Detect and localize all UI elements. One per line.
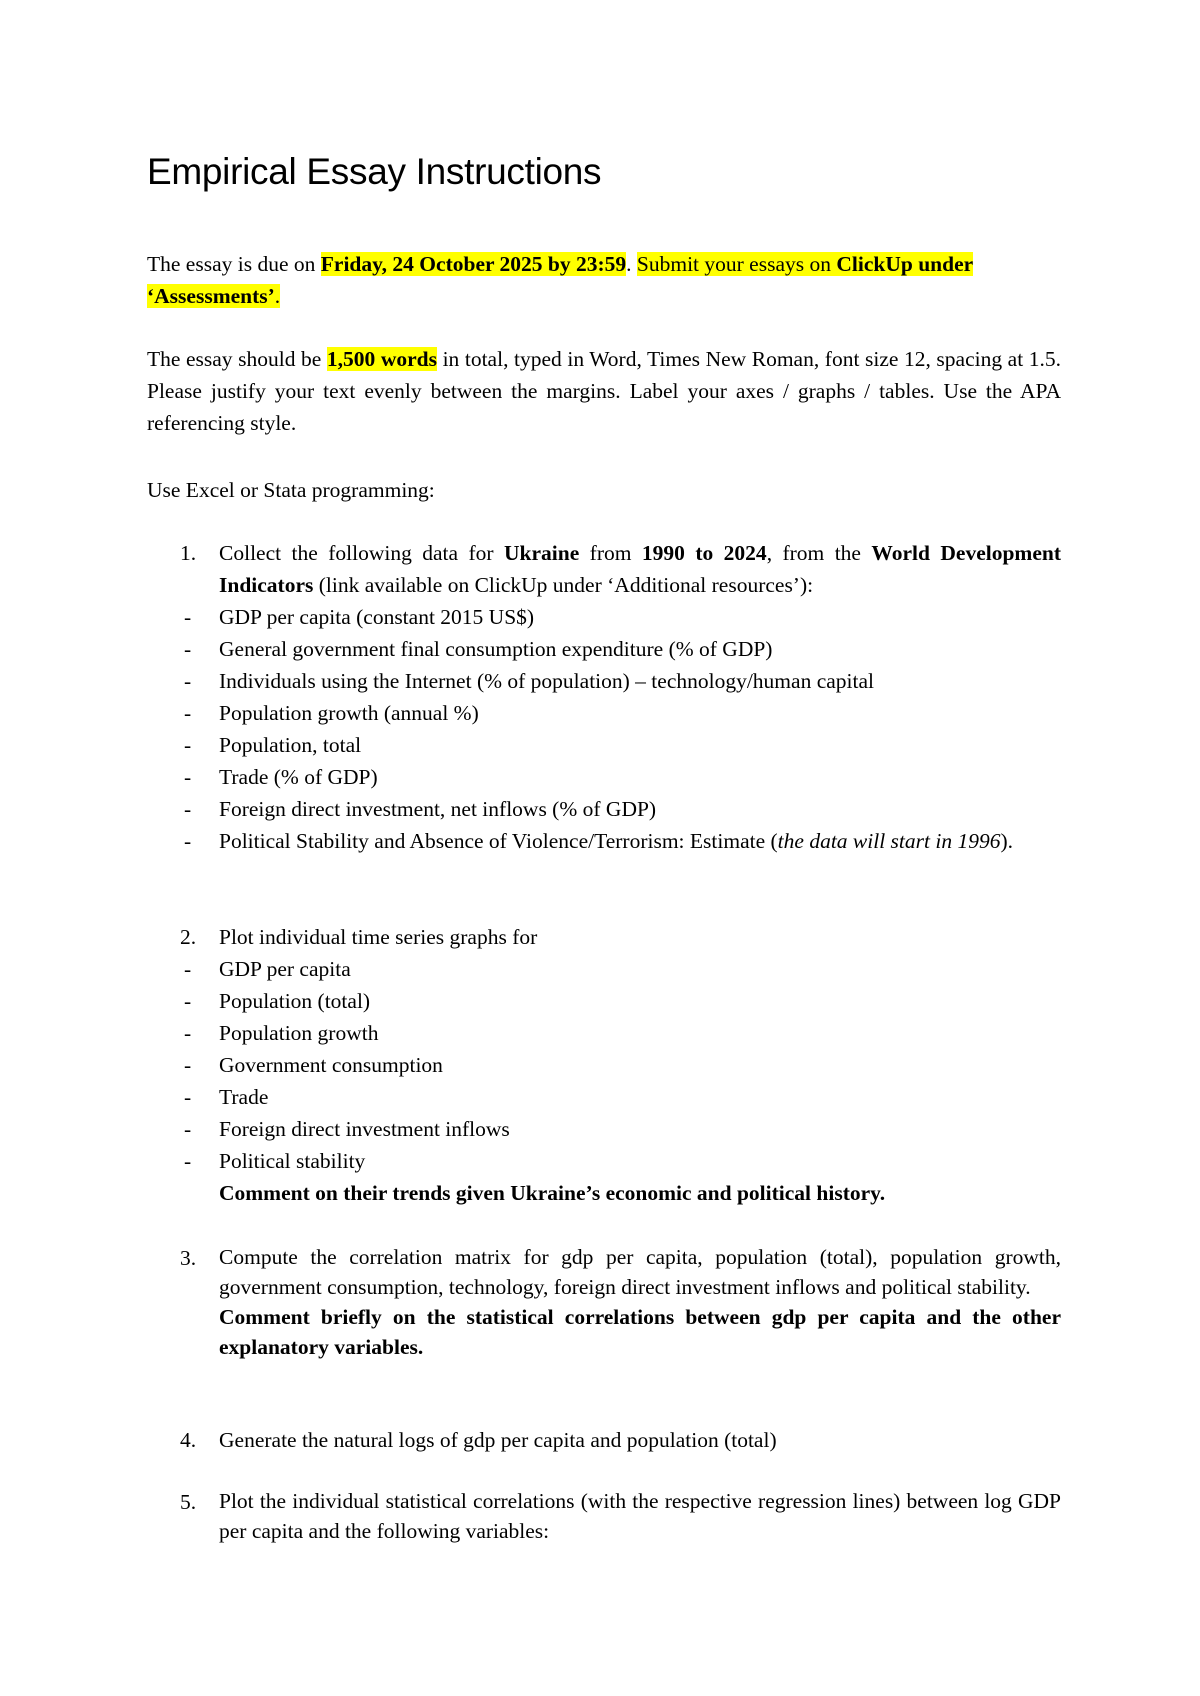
tools-line: Use Excel or Stata programming: (147, 478, 435, 502)
word-count: 1,500 words (326, 347, 437, 371)
list-item: - Government consumption (184, 1053, 443, 1077)
list-item: - Foreign direct investment, net inflows (% of GDP) (184, 797, 657, 821)
submit-platform: ClickUp under (836, 252, 974, 276)
list-item: - Trade (184, 1085, 269, 1109)
step-number: 1. (180, 541, 197, 565)
list-item: - Population growth (184, 1021, 379, 1045)
list-item: - Political Stability and Absence of Violence/Terrorism: Estimate (the data will start in 1996). (184, 829, 1013, 853)
list-item: - Population (total) (184, 989, 371, 1013)
due-date: Friday, 24 October 2025 by 23:59 (320, 252, 627, 276)
list-item: - GDP per capita (constant 2015 US$) (184, 605, 535, 629)
due-mid: . (626, 252, 637, 276)
step-3-comment: Comment briefly on the statistical correlations between gdp per capita and the other explanatory variables. (219, 1305, 1061, 1359)
list-item: - Population growth (annual %) (184, 701, 479, 725)
list-item: - General government final consumption expenditure (% of GDP) (184, 637, 773, 661)
list-item: - Foreign direct investment inflows (184, 1117, 510, 1141)
step-1-text: Collect the following data for Ukraine from 1990 to 2024, from the World Development Indicators (link available on ClickUp under ‘Additional resources’): (219, 541, 1062, 597)
list-item: - Individuals using the Internet (% of population) – technology/human capital (184, 669, 874, 693)
step-5: 5. Plot the individual statistical correlations (with the respective regression lines) between log GDP per capita and the following variables: (180, 1489, 1061, 1543)
length-paragraph: The essay should be 1,500 words in total, typed in Word, Times New Roman, font size 12, spacing at 1.5. Please justify your text evenly between the margins. Label your axes / graphs / tables. Use the APA referencing style. (147, 347, 1061, 435)
list-item: - GDP per capita (184, 957, 351, 981)
step-2: 2. Plot individual time series graphs for (180, 925, 538, 949)
page-title: Empirical Essay Instructions (147, 151, 602, 192)
step-3-text: Compute the correlation matrix for gdp per capita, population (total), population growth, government consumption, technology, foreign direct investment inflows and political stability. (219, 1245, 1061, 1299)
step-3: 3. Compute the correlation matrix for gdp per capita, population (total), population growth, government consumption, technology, foreign direct investment inflows and political stability. Comment briefly on the statistical correlations between gdp per capita and the other explanatory variables. (180, 1245, 1061, 1359)
list-item: - Population, total (184, 733, 362, 757)
step-4: 4. Generate the natural logs of gdp per capita and population (total) (180, 1428, 777, 1452)
list-item: - Trade (% of GDP) (184, 765, 378, 789)
submit-location: ‘Assessments’ (147, 284, 275, 308)
list-item: - Political stability (184, 1149, 366, 1173)
step-1 (147, 537, 1061, 601)
submit-instruction: Submit your essays on ClickUp under (636, 252, 974, 276)
due-date-paragraph: The essay is due on Friday, 24 October 2025 by 23:59. Submit your essays on ClickUp under ‘Assessments’. (147, 252, 974, 308)
due-pre: The essay is due on (147, 252, 321, 276)
step-2-comment: Comment on their trends given Ukraine’s economic and political history. (219, 1181, 886, 1205)
